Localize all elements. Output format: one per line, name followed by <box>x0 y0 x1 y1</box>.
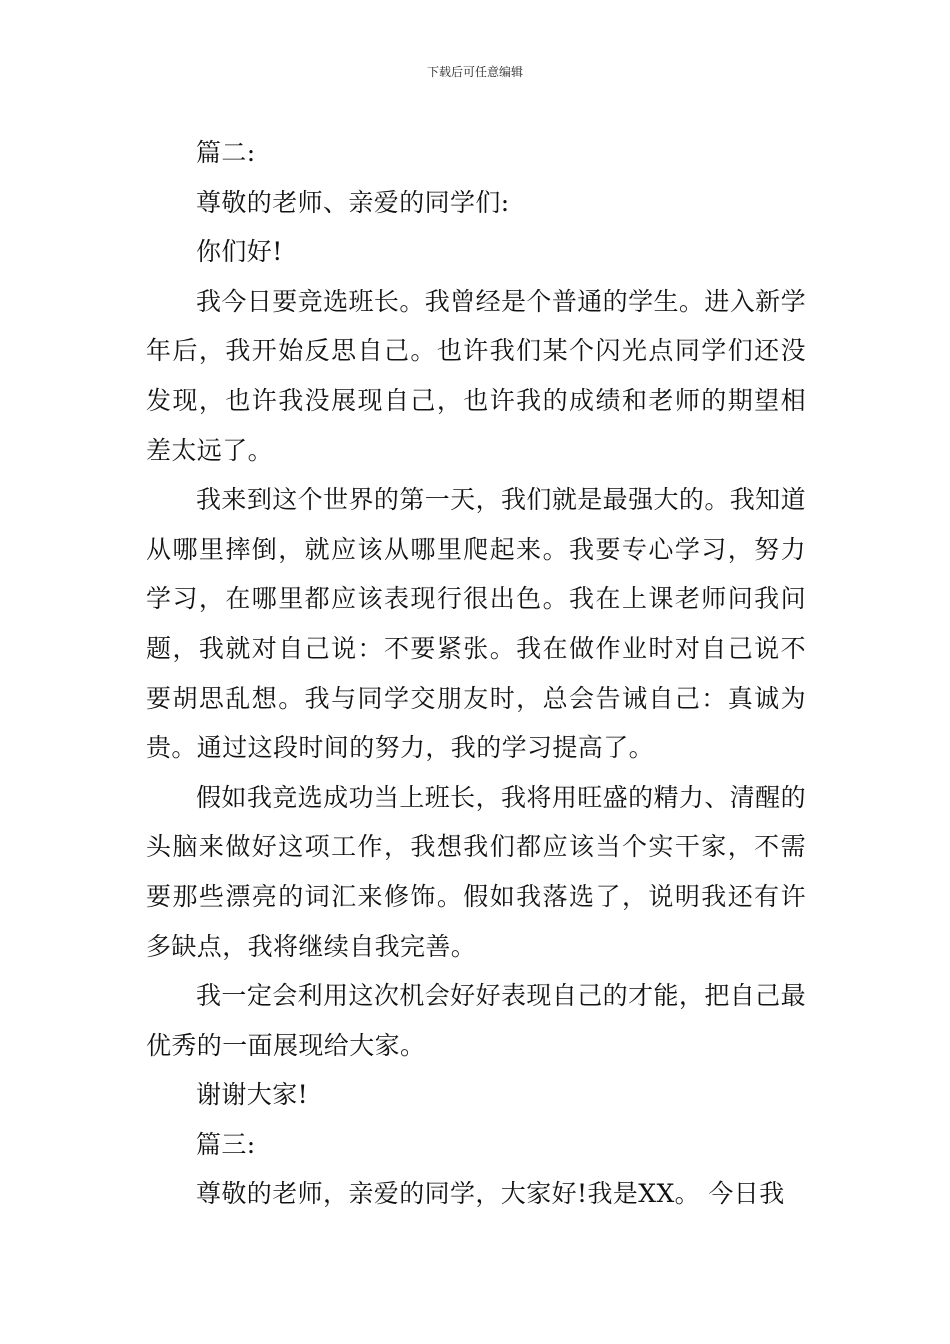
paragraph-part-three-opening: 尊敬的老师，亲爱的同学，大家好!我是XX。 今日我 <box>196 1179 785 1209</box>
page-header-note: 下载后可任意编辑 <box>426 65 523 79</box>
salutation: 尊敬的老师、亲爱的同学们: <box>196 187 510 217</box>
paragraph-closing: 我一定会利用这次机会好好表现自己的才能，把自己最优秀的一面展现给大家。 <box>146 981 806 1060</box>
thanks-line: 谢谢大家! <box>196 1080 309 1110</box>
section-heading-part-three: 篇三: <box>196 1129 256 1159</box>
paragraph-introduction: 我今日要竞选班长。我曾经是个普通的学生。进入新学年后，我开始反思自己。也许我们某个闪光点同学们还没发现，也许我没展现自己，也许我的成绩和老师的期望相差太远了。 <box>146 286 806 465</box>
paragraph-commitment: 假如我竞选成功当上班长，我将用旺盛的精力、清醒的头脑来做好这项工作，我想我们都应该当个实干家，不需要那些漂亮的词汇来修饰。假如我落选了，说明我还有许多缺点，我将继续自我完善。 <box>146 782 806 961</box>
section-heading-part-two: 篇二: <box>196 138 256 167</box>
greeting: 你们好! <box>196 237 283 267</box>
document-body <box>146 128 806 1219</box>
paragraph-effort: 我来到这个世界的第一天，我们就是最强大的。我知道从哪里摔倒，就应该从哪里爬起来。我要专心学习，努力学习，在哪里都应该表现行很出色。我在上课老师问我问题，我就对自己说：不要紧张。我在做作业时对自己说不要胡思乱想。我与同学交朋友时，总会告诫自己：真诚为贵。通过这段时间的努力，我的学习提高了。 <box>146 485 806 763</box>
